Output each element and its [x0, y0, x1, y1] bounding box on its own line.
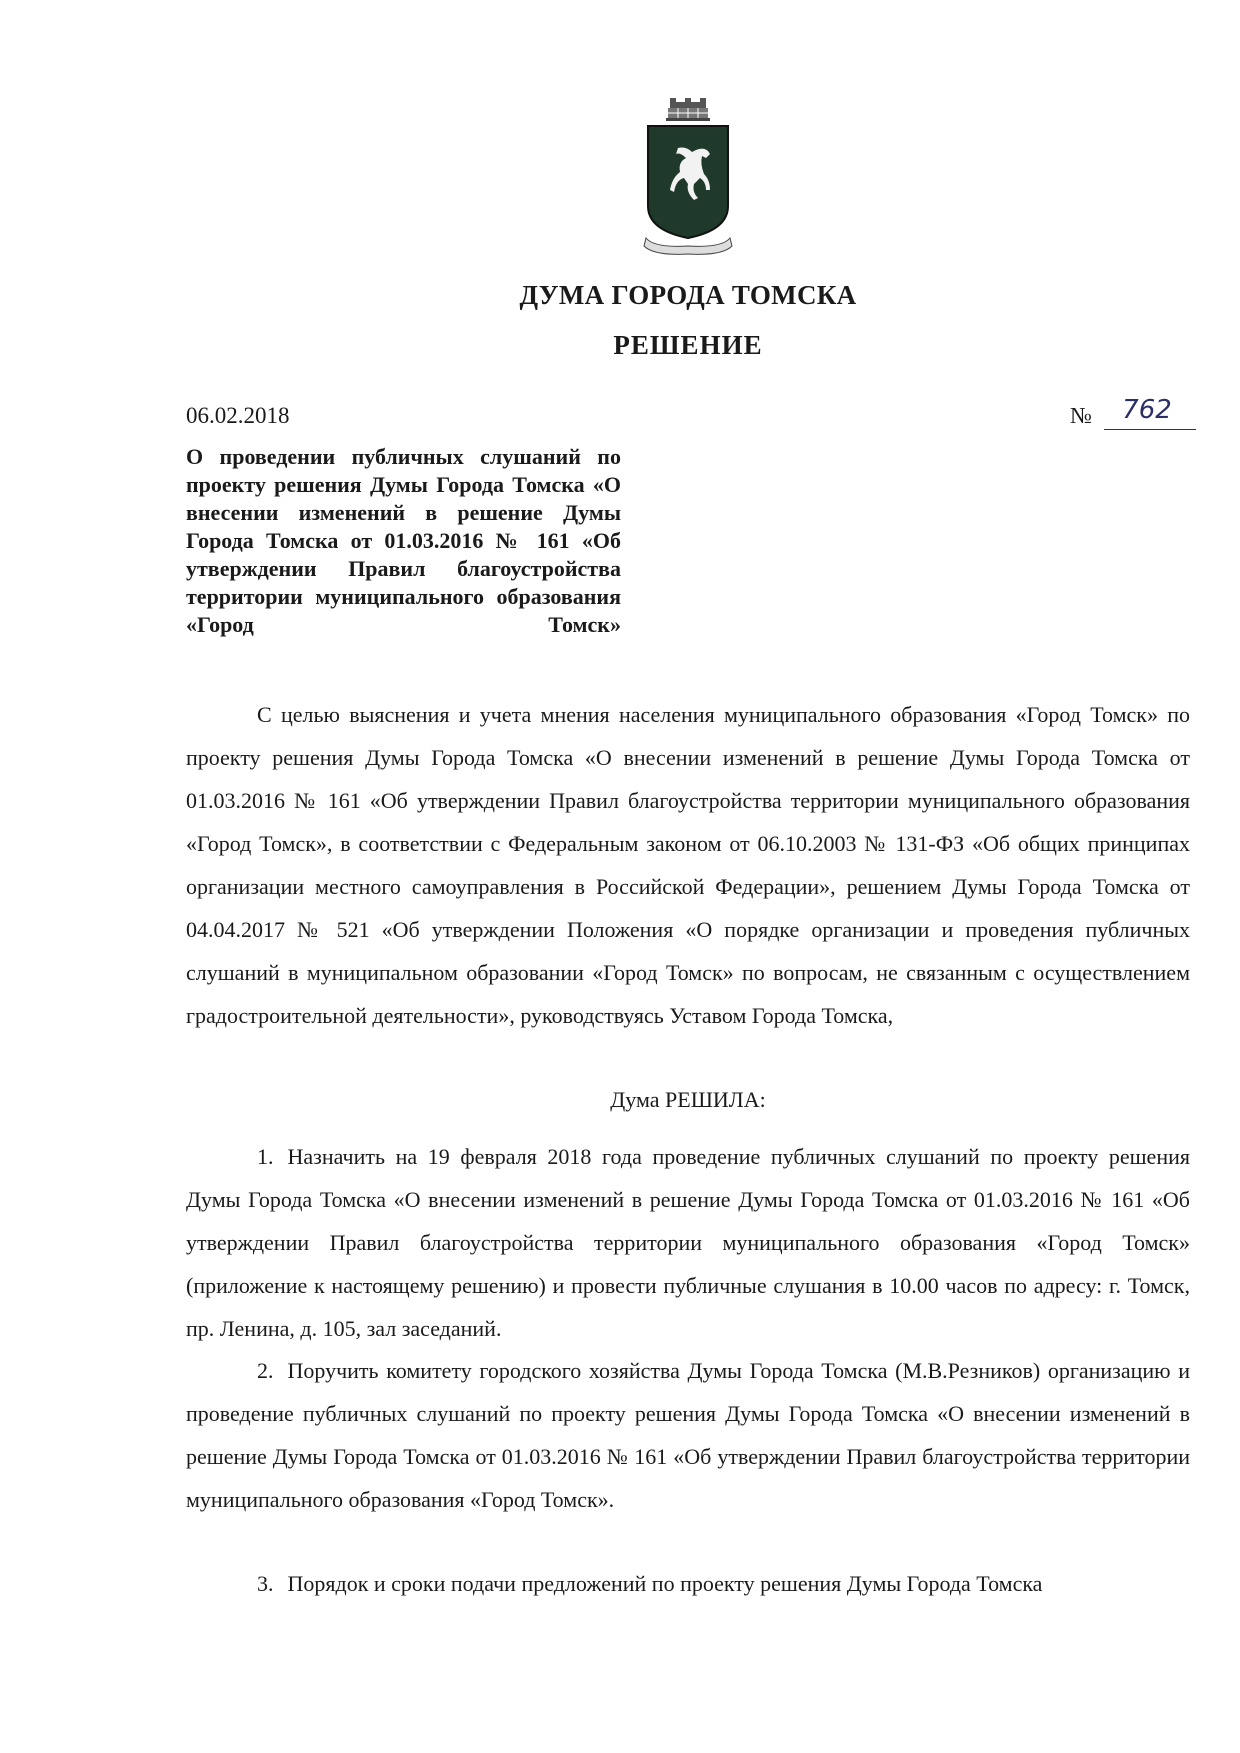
item-text: Поручить комитету городского хозяйства Думы Города Томска (М.В.Резников) организацию и проведение публичных слушаний по проекту решения Думы Города Томска «О внесении изменений в решение Думы Города Томска от 01.03.2016 № 161 «Об утверждении Правил благоустройства территории муниципального образования «Город Томск». — [186, 1358, 1190, 1512]
number-sign: № — [1070, 403, 1092, 428]
document-subject: О проведении публичных слушаний по проекту решения Думы Города Томска «О внесении изменений в решение Думы Города Томска от 01.03.2016 № 161 «Об утверждении Правил благоустройства территории муниципального образования «Город Томск» — [186, 444, 621, 637]
tomsk-coat-of-arms-icon — [640, 98, 736, 258]
preamble-paragraph: С целью выяснения и учета мнения населения муниципального образования «Город Томск» по проекту решения Думы Города Томска «О внесении изменений в решение Думы Города Томска от 01.03.2016 № 161 «Об утверждении Правил благоустройства территории муниципального образования «Город Томск», в соответствии с Федеральным законом от 06.10.2003 № 131-ФЗ «Об общих принципах организации местного самоуправления в Российской Федерации», решением Думы Города Томска от 04.04.2017 № 521 «Об утверждении Положения «О порядке организации и проведения публичных слушаний в муниципальном образовании «Город Томск» по вопросам, не связанным с осуществлением градостроительной деятельности», руководствуясь Уставом Города Томска, — [186, 702, 1190, 1028]
item-number: 3. — [257, 1571, 274, 1596]
document-date: 06.02.2018 — [186, 403, 290, 428]
item-number: 1. — [257, 1144, 274, 1169]
number-underline — [1104, 429, 1196, 430]
list-item — [186, 1135, 1190, 1350]
organization-title: ДУМА ГОРОДА ТОМСКА — [519, 280, 857, 310]
document-number — [1070, 395, 1200, 435]
item-number: 2. — [257, 1358, 274, 1383]
document-type: РЕШЕНИЕ — [613, 330, 763, 360]
list-item — [186, 1349, 1190, 1521]
item-text: Порядок и сроки подачи предложений по проекту решения Думы Города Томска — [287, 1571, 1043, 1596]
item-text: Назначить на 19 февраля 2018 года проведение публичных слушаний по проекту решения Думы Города Томска «О внесении изменений в решение Думы Города Томска от 01.03.2016 № 161 «Об утверждении Правил благоустройства территории муниципального образования «Город Томск» (приложение к настоящему решению) и провести публичные слушания в 10.00 часов по адресу: г. Томск, пр. Ленина, д. 105, зал заседаний. — [186, 1144, 1190, 1341]
resolution-heading: Дума РЕШИЛА: — [610, 1087, 766, 1112]
handwritten-number: 762 — [1122, 395, 1172, 425]
list-item — [186, 1562, 1190, 1605]
